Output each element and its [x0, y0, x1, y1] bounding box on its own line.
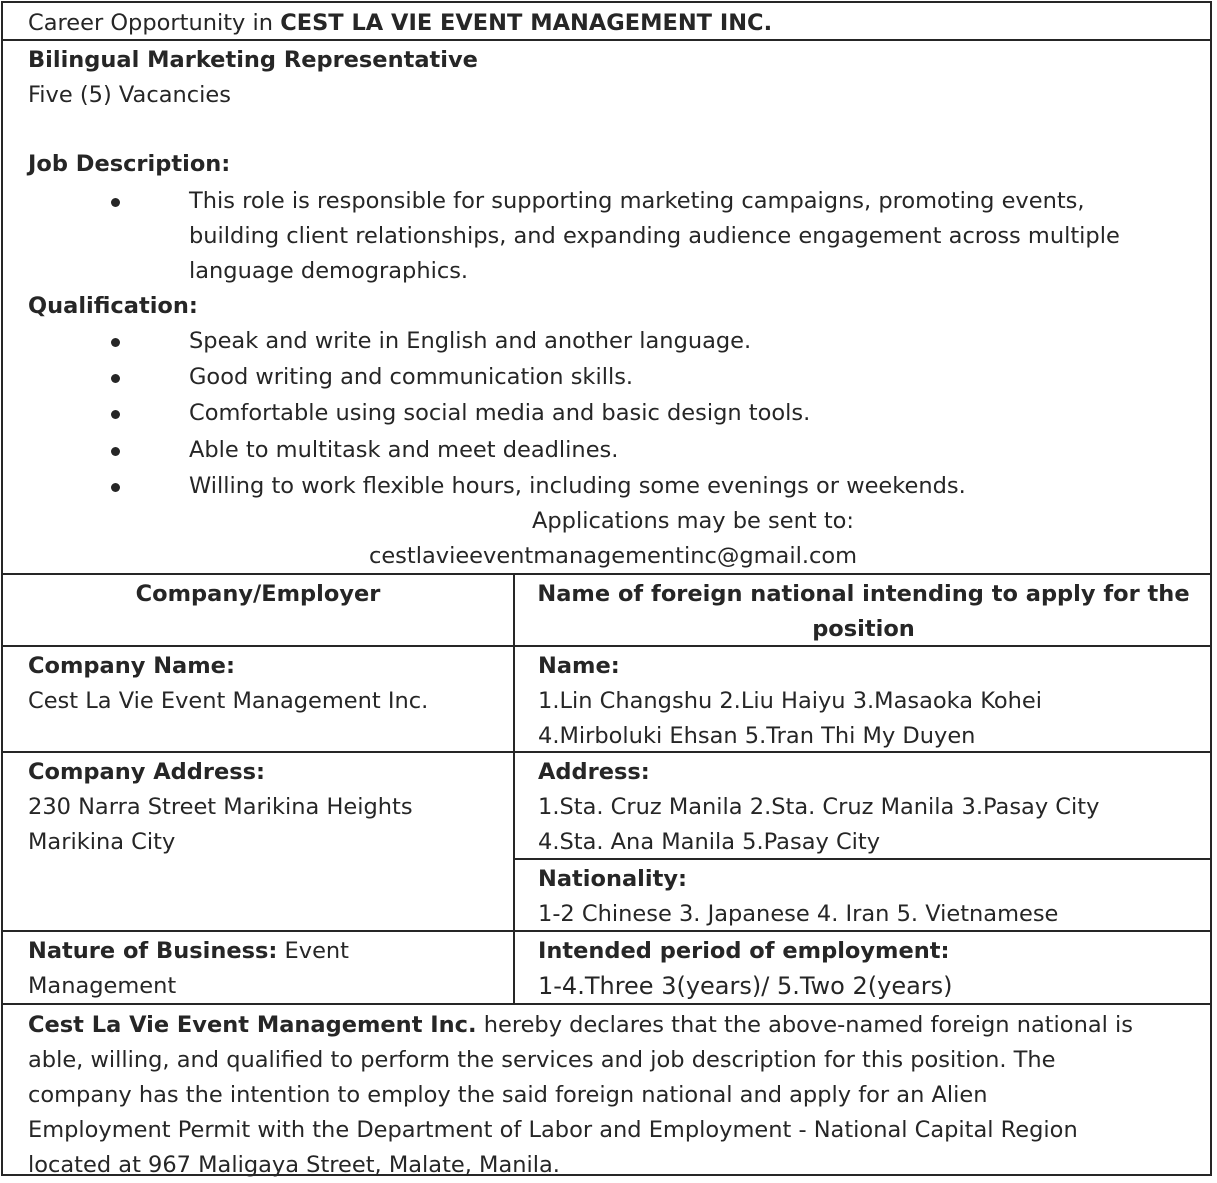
company-name-label: Company Name: — [28, 653, 235, 679]
address-line: 4.Sta. Ana Manila 5.Pasay City — [538, 829, 881, 855]
declaration-company: Cest La Vie Event Management Inc. — [28, 1012, 477, 1038]
divider — [3, 751, 1210, 753]
bullet-icon — [111, 483, 120, 492]
address-label: Address: — [538, 759, 650, 785]
declaration-text: hereby declares that the above-named foreign national is — [483, 1012, 1133, 1038]
divider — [3, 645, 1210, 647]
company-name-value: Cest La Vie Event Management Inc. — [28, 688, 429, 714]
nature-value: Event — [284, 938, 350, 964]
col-header-foreign-national-cont: position — [812, 616, 915, 642]
declaration-first-line — [28, 1008, 1133, 1043]
divider — [3, 39, 1210, 41]
bullet-icon — [111, 198, 120, 207]
qualification-text: Good writing and communication skills. — [189, 364, 634, 390]
address-line: 1.Sta. Cruz Manila 2.Sta. Cruz Manila 3.Pasay City — [538, 794, 1100, 820]
names-line: 1.Lin Changshu 2.Liu Haiyu 3.Masaoka Kohei — [538, 688, 1042, 714]
job-title: Bilingual Marketing Representative — [28, 47, 478, 73]
job-vacancies: Five (5) Vacancies — [28, 82, 231, 108]
declaration-line: located at 967 Maligaya Street, Malate, Manila. — [28, 1152, 560, 1178]
nationality-label: Nationality: — [538, 866, 687, 892]
declaration-line: Employment Permit with the Department of Labor and Employment - National Capital Region — [28, 1117, 1078, 1143]
bullet-icon — [111, 410, 120, 419]
company-address-line: Marikina City — [28, 829, 176, 855]
nature-label: Nature of Business: — [28, 938, 278, 964]
job-description-heading: Job Description: — [28, 151, 231, 177]
divider — [3, 573, 1210, 575]
names-label: Name: — [538, 653, 620, 679]
nature-value-cont: Management — [28, 973, 177, 999]
application-email[interactable]: cestlavieeventmanagementinc@gmail.com — [368, 543, 858, 569]
qualification-heading: Qualification: — [28, 293, 198, 319]
header-company-name: CEST LA VIE EVENT MANAGEMENT INC. — [280, 10, 773, 36]
qualification-text: Speak and write in English and another language. — [189, 328, 752, 354]
names-line: 4.Mirboluki Ehsan 5.Tran Thi My Duyen — [538, 723, 976, 749]
qualification-text: Able to multitask and meet deadlines. — [189, 437, 619, 463]
nature-of-business — [28, 934, 349, 969]
nationality-value: 1-2 Chinese 3. Japanese 4. Iran 5. Vietnamese — [538, 901, 1059, 927]
job-posting-document — [1, 1, 1212, 1176]
company-address-label: Company Address: — [28, 759, 265, 785]
posting-header — [28, 6, 772, 41]
column-divider — [513, 573, 515, 1005]
job-description-line: building client relationships, and expanding audience engagement across multiple — [189, 223, 1120, 249]
qualification-text: Willing to work flexible hours, including some evenings or weekends. — [189, 473, 966, 499]
applications-label: Applications may be sent to: — [531, 508, 854, 534]
job-description-line: This role is responsible for supporting marketing campaigns, promoting events, — [189, 188, 1085, 214]
bullet-icon — [111, 447, 120, 456]
divider — [3, 1003, 1210, 1005]
bullet-icon — [111, 338, 120, 347]
qualification-text: Comfortable using social media and basic design tools. — [189, 400, 811, 426]
company-address-line: 230 Narra Street Marikina Heights — [28, 794, 413, 820]
declaration-line: able, willing, and qualified to perform the services and job description for this position. The — [28, 1047, 1056, 1073]
divider — [3, 930, 1210, 932]
job-description-line: language demographics. — [189, 258, 469, 284]
bullet-icon — [111, 374, 120, 383]
period-label: Intended period of employment: — [538, 938, 950, 964]
divider — [513, 858, 1210, 860]
col-header-foreign-national: Name of foreign national intending to apply for the — [537, 581, 1190, 607]
declaration-line: company has the intention to employ the said foreign national and apply for an Alien — [28, 1082, 988, 1108]
col-header-company: Company/Employer — [135, 581, 381, 607]
period-value: 1-4.Three 3(years)/ 5.Two 2(years) — [538, 972, 953, 1000]
header-prefix: Career Opportunity in — [28, 10, 274, 36]
